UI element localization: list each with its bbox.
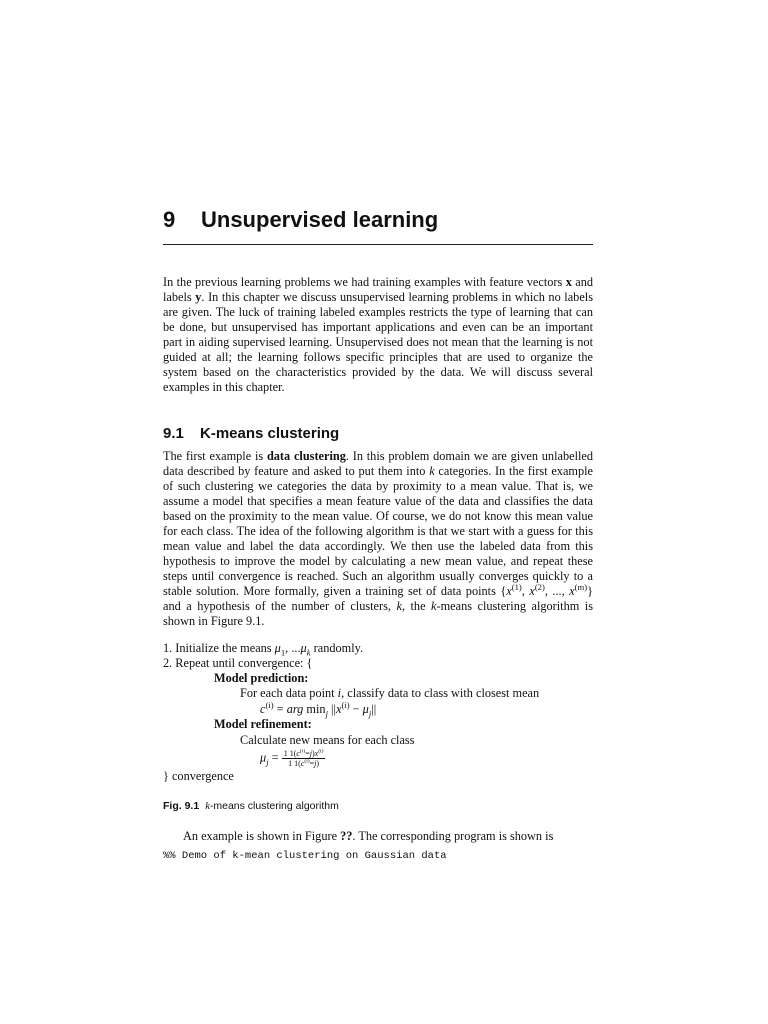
feature-vector-symbol: x xyxy=(565,275,572,289)
chapter-title xyxy=(163,205,438,235)
math-mu: μ xyxy=(274,641,281,655)
math-sup: (i) xyxy=(304,758,310,765)
math-sup: (i) xyxy=(318,748,324,755)
math-argmin: arg xyxy=(286,702,304,716)
math-x: x xyxy=(335,702,342,716)
code-line: %% Demo of k-mean clustering on Gaussian data xyxy=(163,850,447,862)
label-symbol: y xyxy=(195,290,202,304)
refinement-text: Calculate new means for each class xyxy=(240,733,415,747)
math-sub: j xyxy=(368,708,372,719)
math-mu: μ xyxy=(260,750,267,765)
math-sup: (2) xyxy=(534,581,545,592)
math-j: j xyxy=(309,749,312,758)
math-k: k xyxy=(205,801,210,812)
model-prediction-label: Model prediction: xyxy=(214,671,309,685)
math-op: || xyxy=(371,702,377,716)
section-title xyxy=(163,424,339,444)
math-sub: k xyxy=(306,647,311,658)
math-paren: ) xyxy=(316,759,320,768)
figure-caption xyxy=(163,800,339,813)
math-op: = xyxy=(305,749,310,758)
prediction-text-1: For each data point xyxy=(240,686,338,700)
math-mu: μ xyxy=(362,702,369,716)
figure-label: Fig. 9.1 xyxy=(163,800,200,812)
math-k: k xyxy=(431,599,437,613)
math-sub: j xyxy=(266,756,269,767)
math-paren: ) xyxy=(311,749,315,758)
math-sup: (1) xyxy=(511,581,522,592)
unresolved-reference: ?? xyxy=(340,829,353,843)
math-sub: 1 xyxy=(280,647,286,658)
chapter-rule xyxy=(163,244,593,245)
kmeans-text-6: -means clustering algorithm is shown in Figure 9.1. xyxy=(163,599,593,628)
math-sup: (i) xyxy=(265,699,274,710)
math-op: = xyxy=(273,702,287,716)
kmeans-text-5: , the xyxy=(401,599,432,613)
intro-text-3: . In this chapter we discuss unsupervised learning problems in which no labels are given. The luck of training labeled examples restricts the type of learning that can be done, but unsupervised has important applications and even can be an important part in aiding supervised learning. Unsupervised does not mean that the learning is not guided at all; the learning follows specific principles that are used to organize the system based on the characteristics provided by the data. We will discuss several examples in this chapter. xyxy=(163,290,593,394)
step1-text-end: randomly. xyxy=(310,641,364,655)
model-refinement-label: Model refinement: xyxy=(214,717,312,731)
prediction-text xyxy=(240,686,539,701)
math-k: k xyxy=(396,599,402,613)
math-c: c xyxy=(296,749,300,758)
math-sep: , ..., xyxy=(544,584,570,598)
example-text-2: . The corresponding program is shown is xyxy=(352,829,554,843)
chapter-number: 9 xyxy=(163,207,176,232)
intro-paragraph xyxy=(163,275,593,395)
section-number: 9.1 xyxy=(163,425,184,442)
math-i: i xyxy=(337,686,342,700)
math-x: x xyxy=(314,749,319,758)
math-indicator: 1 1( xyxy=(283,749,297,758)
math-c: c xyxy=(300,759,305,768)
example-text-1: An example is shown in Figure xyxy=(183,829,341,843)
math-sub: j xyxy=(325,708,328,719)
intro-text-1: In the previous learning problems we had training examples with feature vectors xyxy=(163,275,566,289)
math-sup: (m) xyxy=(574,581,588,592)
math-op: − xyxy=(349,702,363,716)
kmeans-paragraph xyxy=(163,449,593,629)
chapter-title-text: Unsupervised learning xyxy=(201,207,439,232)
prediction-formula xyxy=(260,699,377,719)
math-sup: (i) xyxy=(341,699,350,710)
math-k: k xyxy=(429,464,435,478)
math-j: j xyxy=(314,759,317,768)
math-sup: (i) xyxy=(299,748,306,755)
figure-caption-text: -means clustering algorithm xyxy=(209,800,339,812)
example-line xyxy=(183,829,553,844)
kmeans-text-1: The first example is xyxy=(163,449,267,463)
math-op: || xyxy=(327,702,336,716)
fraction-denominator xyxy=(282,759,326,768)
data-clustering-term: data clustering xyxy=(266,449,346,463)
kmeans-text-2: . In this problem domain we are given unlabelled data described by feature and asked to put them into xyxy=(163,449,594,478)
step1-text: 1. Initialize the means xyxy=(163,641,275,655)
kmeans-text-4: } and a hypothesis of the number of clusters, xyxy=(163,584,593,613)
refinement-formula xyxy=(260,749,325,768)
algorithm-step-1 xyxy=(163,641,363,656)
kmeans-text-3: categories. In the first example of such clustering we categories the data by proximity to a mean value. That is, we assume a model that specifies a mean feature value of the data and classifies the data based on the proximity to the mean value. Of course, we do not know this mean value for each class. The idea of the following algorithm is that we start with a guess for this mean value and label the data accordingly. We then use the labeled data from this hypothesis to improve the model by calculating a new mean value, and repeat these steps until convergence is reached. Such an algorithm usually converges quickly to a stable solution. More formally, given a training set of data points { xyxy=(163,464,594,598)
algorithm-step-2: 2. Repeat until convergence: { xyxy=(163,656,313,670)
fraction xyxy=(282,749,326,768)
math-x: x xyxy=(529,584,535,598)
math-mu: μ xyxy=(300,641,307,655)
intro-text-2: and labels xyxy=(163,275,593,304)
prediction-text-2: , classify data to class with closest mean xyxy=(341,686,540,700)
math-sep: , ... xyxy=(285,641,301,655)
math-op: = xyxy=(268,750,282,765)
math-op: = xyxy=(309,759,315,768)
math-sep: , xyxy=(521,584,530,598)
math-c: c xyxy=(260,702,266,716)
math-x: x xyxy=(506,584,512,598)
math-min: min xyxy=(303,702,326,716)
math-x: x xyxy=(569,584,575,598)
algorithm-end: } convergence xyxy=(163,769,234,783)
section-title-text: K-means clustering xyxy=(200,425,340,442)
math-indicator: 1 1( xyxy=(288,759,301,768)
